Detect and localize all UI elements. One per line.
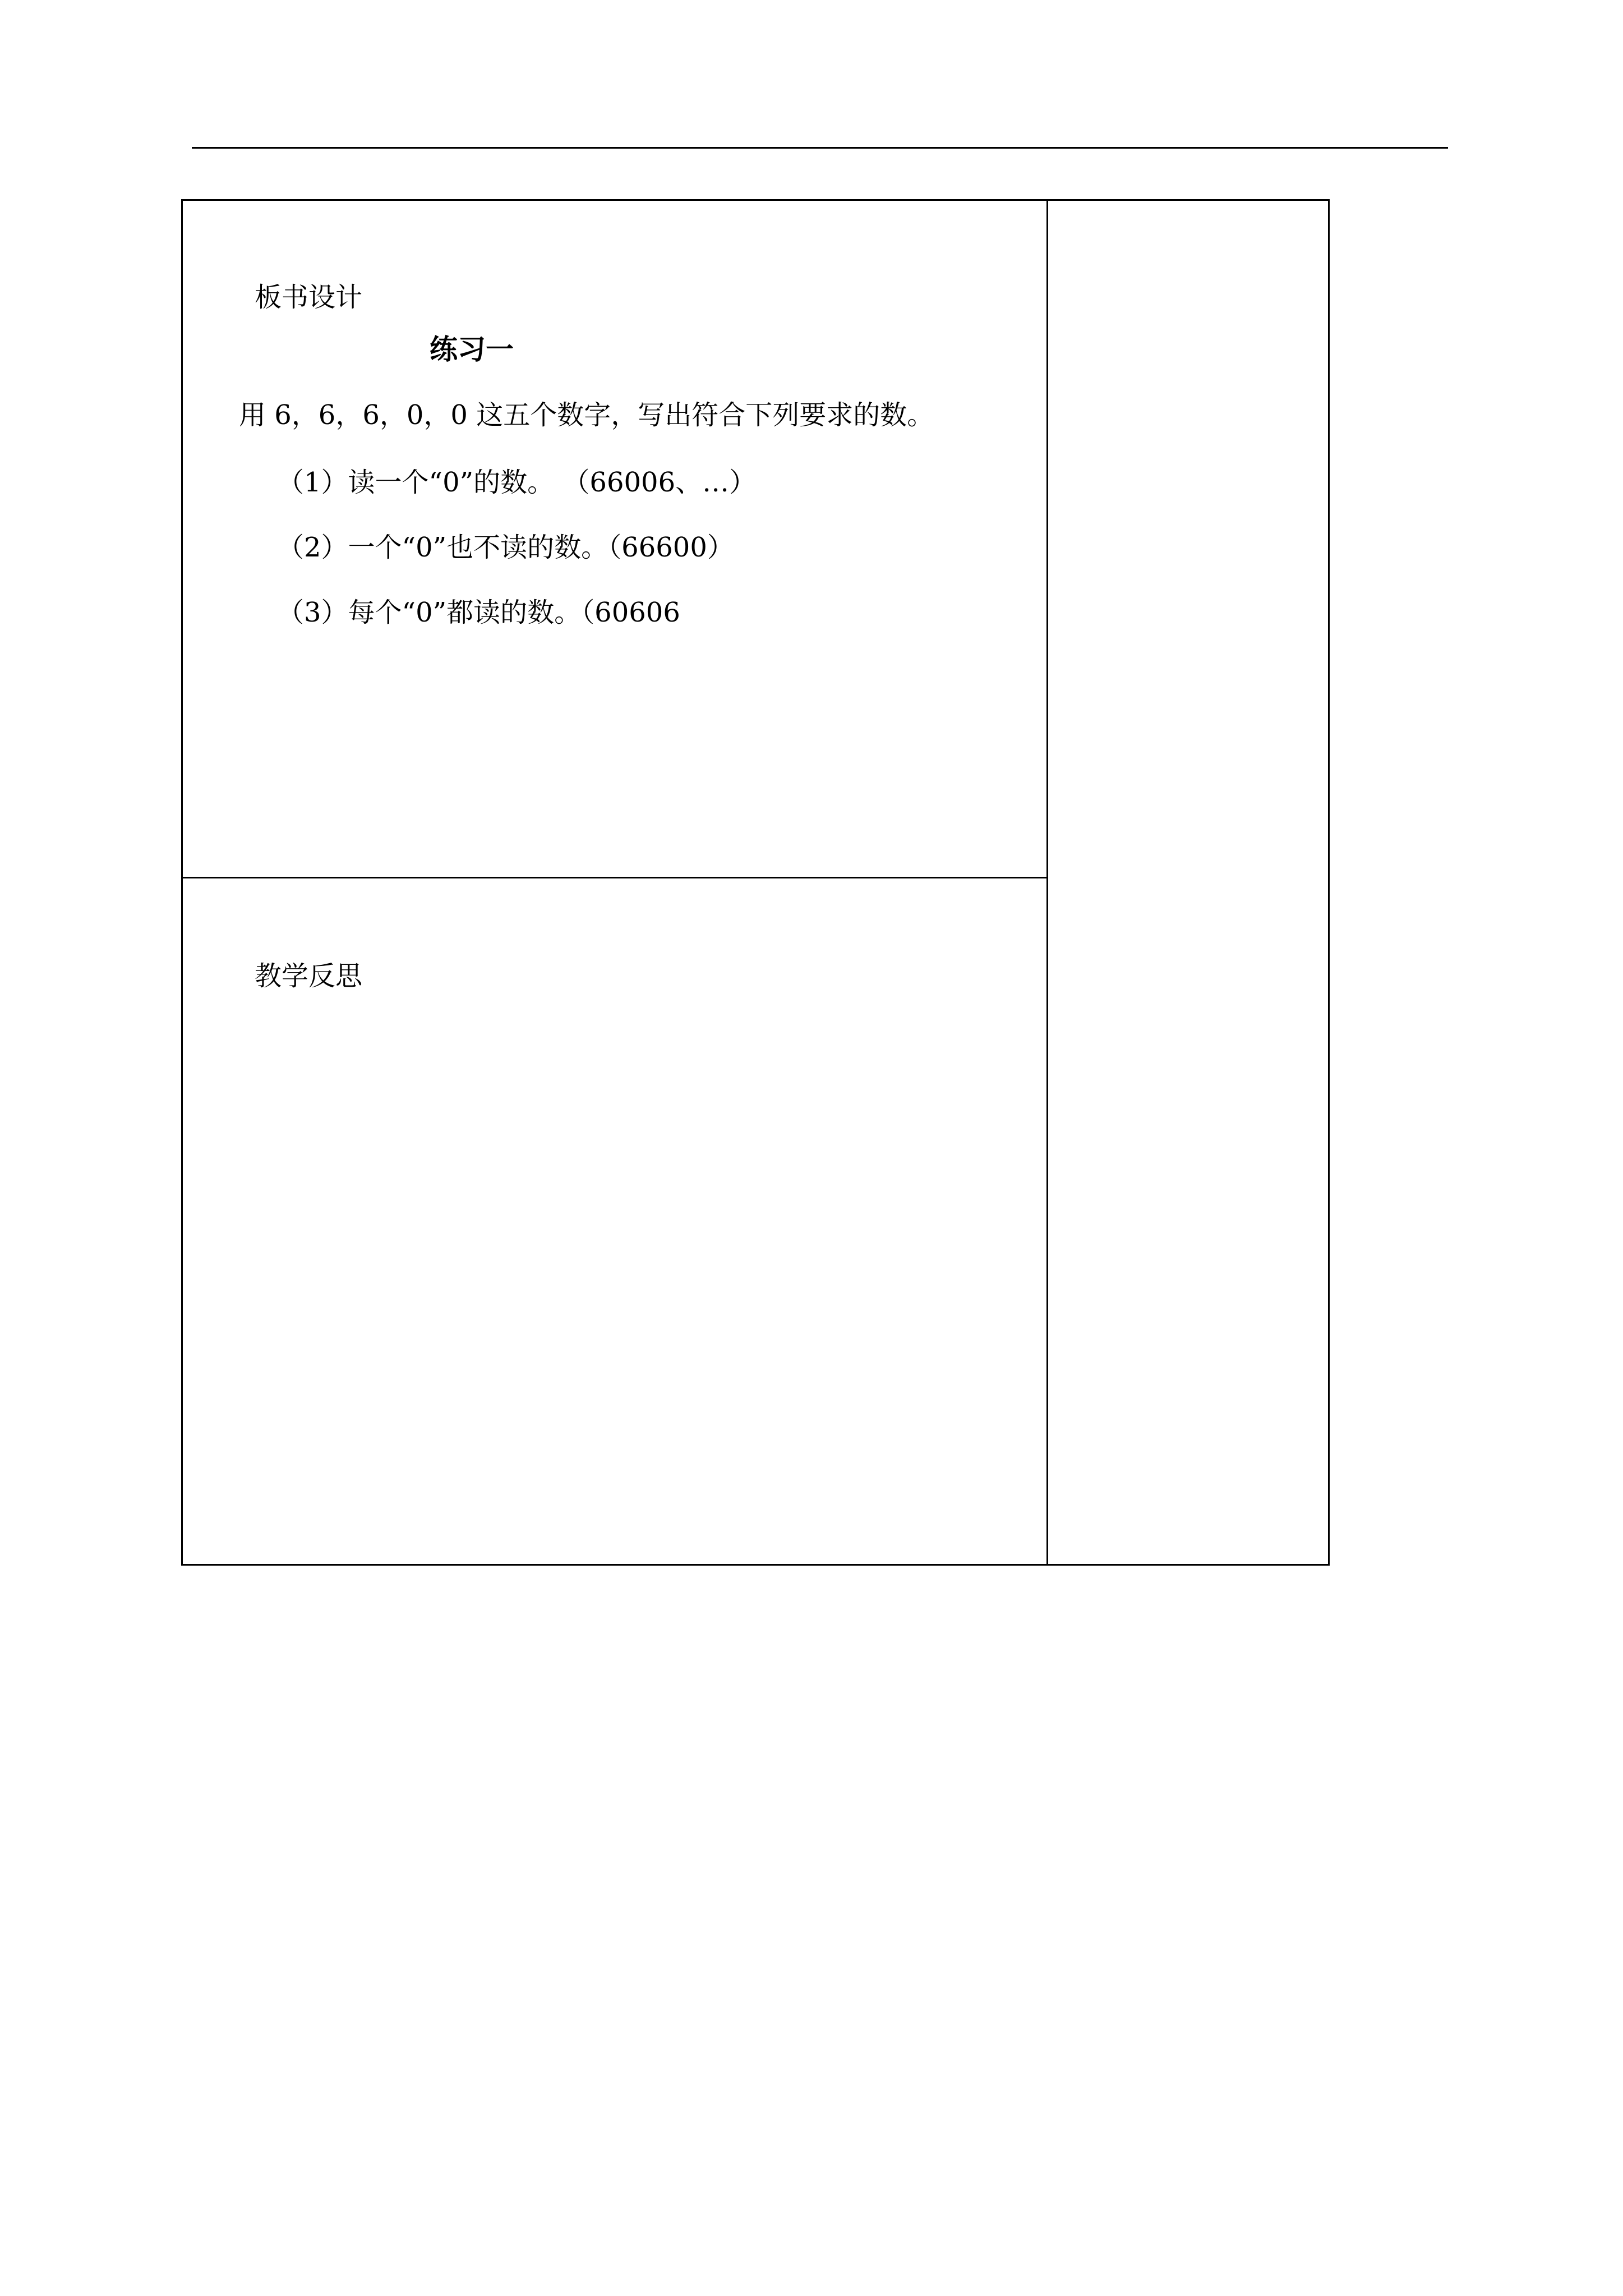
side-column (1048, 201, 1328, 1564)
requirement-item-3: （3）每个“0”都读的数。（60606 (277, 597, 680, 628)
header-rule (192, 147, 1448, 149)
lesson-table (181, 199, 1330, 1566)
main-column (183, 201, 1048, 1564)
practice-title: 练习一 (430, 333, 514, 366)
requirement-item-1: （1）读一个“0”的数。 （66006、…） (277, 467, 757, 498)
instruction-text: 用 6，6，6，0，0 这五个数字，写出符合下列要求的数。 (239, 399, 934, 431)
board-design-cell (183, 201, 1046, 878)
reflection-label: 教学反思 (255, 960, 363, 992)
board-design-label: 板书设计 (255, 282, 363, 313)
requirement-item-2: （2）一个“0”也不读的数。（66600） (277, 532, 734, 563)
reflection-cell (183, 878, 1046, 1564)
